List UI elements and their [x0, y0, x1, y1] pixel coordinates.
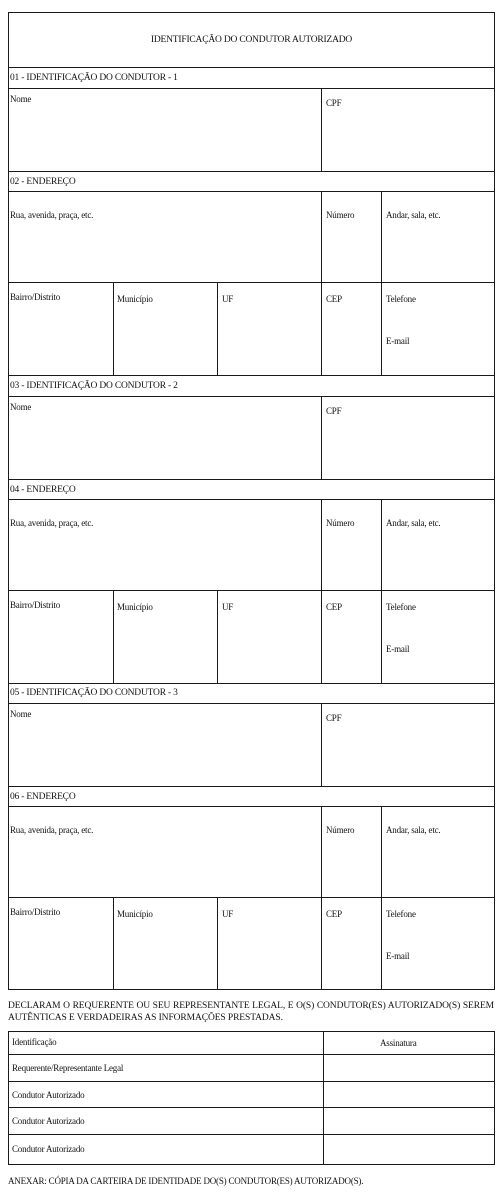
signature-header-signature: Assinatura: [380, 1038, 417, 1048]
name-field[interactable]: [9, 106, 320, 170]
signature-row-label: Requerente/Representante Legal: [12, 1063, 124, 1073]
email-field[interactable]: [382, 349, 494, 374]
name-label: Nome: [10, 709, 32, 719]
floor-label: Andar, sala, etc.: [386, 518, 441, 528]
number-field[interactable]: [322, 223, 380, 281]
email-label: E-mail: [386, 336, 410, 346]
email-label: E-mail: [386, 951, 410, 961]
signature-header-identification: Identificação: [12, 1037, 57, 1047]
state-field[interactable]: [218, 307, 320, 374]
city-label: Município: [117, 602, 153, 612]
district-field[interactable]: [9, 920, 112, 989]
zip-field[interactable]: [322, 615, 380, 682]
phone-field[interactable]: [382, 922, 494, 949]
zip-label: CEP: [326, 294, 342, 304]
form-title: IDENTIFICAÇÃO DO CONDUTOR AUTORIZADO: [150, 35, 353, 45]
signature-field[interactable]: [324, 1082, 494, 1107]
name-label: Nome: [10, 402, 32, 412]
street-field[interactable]: [9, 531, 320, 589]
floor-field[interactable]: [382, 223, 494, 281]
city-field[interactable]: [114, 307, 216, 374]
form-rule: [8, 479, 495, 480]
form-rule: [8, 171, 495, 172]
zip-label: CEP: [326, 909, 342, 919]
district-label: Bairro/Distrito: [10, 292, 60, 302]
street-label: Rua, avenida, praça, etc.: [10, 825, 94, 835]
email-label: E-mail: [386, 644, 410, 654]
zip-label: CEP: [326, 602, 342, 612]
name-label: Nome: [10, 94, 32, 104]
cpf-field[interactable]: [322, 418, 494, 478]
signature-field[interactable]: [324, 1108, 494, 1134]
address-section-title: 02 - ENDEREÇO: [10, 177, 76, 187]
floor-field[interactable]: [382, 531, 494, 589]
form-rule: [8, 590, 495, 591]
form-rule: [8, 806, 495, 807]
cpf-label: CPF: [326, 98, 342, 108]
city-field[interactable]: [114, 615, 216, 682]
zip-field[interactable]: [322, 307, 380, 374]
district-label: Bairro/Distrito: [10, 907, 60, 917]
email-field[interactable]: [382, 657, 494, 682]
form-rule: [8, 683, 495, 684]
district-label: Bairro/Distrito: [10, 600, 60, 610]
cpf-field[interactable]: [322, 725, 494, 785]
form-rule: [8, 88, 495, 89]
floor-label: Andar, sala, etc.: [386, 825, 441, 835]
street-field[interactable]: [9, 223, 320, 281]
form-rule: [8, 703, 495, 704]
section-title: 03 - IDENTIFICAÇÃO DO CONDUTOR - 2: [10, 381, 178, 391]
number-field[interactable]: [322, 838, 380, 896]
number-label: Número: [326, 518, 355, 528]
signature-field[interactable]: [324, 1135, 494, 1164]
state-label: UF: [222, 602, 234, 612]
phone-label: Telefone: [386, 602, 416, 612]
section-title: 05 - IDENTIFICAÇÃO DO CONDUTOR - 3: [10, 688, 178, 698]
annex-note: ANEXAR: CÓPIA DA CARTEIRA DE IDENTIDADE DO(S) CONDUTOR(ES) AUTORIZADO(S).: [8, 1176, 364, 1186]
floor-label: Andar, sala, etc.: [386, 210, 441, 220]
state-field[interactable]: [218, 615, 320, 682]
state-label: UF: [222, 909, 234, 919]
street-field[interactable]: [9, 838, 320, 896]
form-rule: [381, 192, 382, 375]
form-title-box: [8, 12, 495, 68]
signature-row-label: Condutor Autorizado: [12, 1144, 85, 1154]
number-label: Número: [326, 825, 355, 835]
city-label: Município: [117, 294, 153, 304]
phone-label: Telefone: [386, 909, 416, 919]
declaration-text: DECLARAM O REQUERENTE OU SEU REPRESENTANTE LEGAL, E O(S) CONDUTOR(ES) AUTORIZADO(S) SEREM AUTÊNTICAS E VERDADEIRAS AS INFORMAÇÕES PRESTADAS.: [8, 1001, 494, 1023]
street-label: Rua, avenida, praça, etc.: [10, 518, 94, 528]
district-field[interactable]: [9, 305, 112, 374]
number-label: Número: [326, 210, 355, 220]
cpf-label: CPF: [326, 406, 342, 416]
cpf-field[interactable]: [322, 110, 494, 170]
signature-field[interactable]: [324, 1055, 494, 1081]
city-field[interactable]: [114, 922, 216, 989]
signature-row-label: Condutor Autorizado: [12, 1116, 85, 1126]
address-section-title: 06 - ENDEREÇO: [10, 792, 76, 802]
name-field[interactable]: [9, 414, 320, 478]
section-title: 01 - IDENTIFICAÇÃO DO CONDUTOR - 1: [10, 73, 178, 83]
address-section-title: 04 - ENDEREÇO: [10, 485, 76, 495]
email-field[interactable]: [382, 964, 494, 989]
phone-field[interactable]: [382, 307, 494, 334]
form-rule: [381, 500, 382, 683]
form-rule: [8, 191, 495, 192]
phone-field[interactable]: [382, 615, 494, 642]
form-rule: [8, 282, 495, 283]
cpf-label: CPF: [326, 713, 342, 723]
district-field[interactable]: [9, 613, 112, 682]
form-rule: [8, 375, 495, 376]
floor-field[interactable]: [382, 838, 494, 896]
form-rule: [8, 897, 495, 898]
name-field[interactable]: [9, 721, 320, 785]
city-label: Município: [117, 909, 153, 919]
signature-table: [8, 1031, 495, 1165]
form-rule: [8, 499, 495, 500]
phone-label: Telefone: [386, 294, 416, 304]
number-field[interactable]: [322, 531, 380, 589]
state-label: UF: [222, 294, 234, 304]
state-field[interactable]: [218, 922, 320, 989]
form-rule: [8, 396, 495, 397]
signature-row-label: Condutor Autorizado: [12, 1090, 85, 1100]
form-rule: [8, 786, 495, 787]
street-label: Rua, avenida, praça, etc.: [10, 210, 94, 220]
form-rule: [381, 807, 382, 990]
zip-field[interactable]: [322, 922, 380, 989]
